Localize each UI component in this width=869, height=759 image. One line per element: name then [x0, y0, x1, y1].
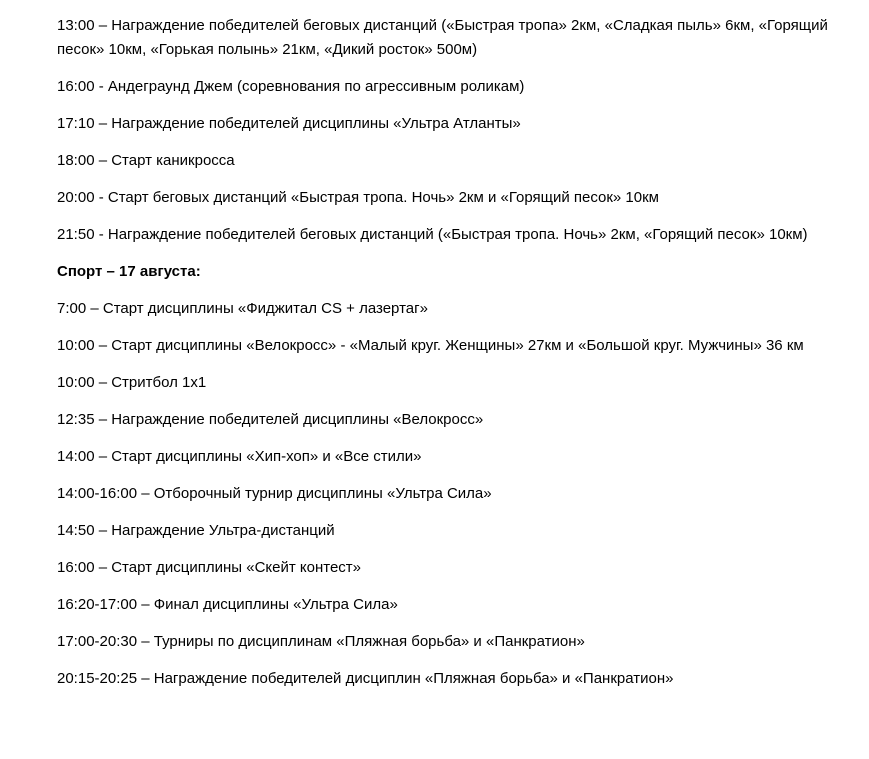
section-heading-sport-august-17: Спорт – 17 августа: — [57, 263, 201, 280]
schedule-item-1000-streetball: 10:00 – Стритбол 1х1 — [57, 374, 207, 391]
schedule-item-1300-awards: 13:00 – Награждение победителей беговых дистанций («Быстрая тропа» 2км, «Сладкая пыль» 6км, «Горящий песок» 10км, «Горькая полынь» 21км, «Дикий росток» 500м) — [57, 17, 828, 58]
schedule-item-1235-awards: 12:35 – Награждение победителей дисциплины «Велокросс» — [57, 411, 484, 428]
document-body — [57, 14, 857, 704]
schedule-item-1700-tournaments: 17:00-20:30 – Турниры по дисциплинам «Пляжная борьба» и «Панкратион» — [57, 633, 585, 650]
schedule-item-2150-awards: 21:50 - Награждение победителей беговых дистанций («Быстрая тропа. Ночь» 2км, «Горящий песок» 10км) — [57, 226, 808, 243]
schedule-item-2000-night-run: 20:00 - Старт беговых дистанций «Быстрая тропа. Ночь» 2км и «Горящий песок» 10км — [57, 189, 659, 206]
schedule-item-1800-canicross: 18:00 – Старт каникросса — [57, 152, 235, 169]
schedule-item-2015-awards: 20:15-20:25 – Награждение победителей дисциплин «Пляжная борьба» и «Панкратион» — [57, 670, 674, 687]
schedule-item-1600-skate: 16:00 – Старт дисциплины «Скейт контест» — [57, 559, 362, 576]
schedule-item-1600-underground-jam: 16:00 - Андеграунд Джем (соревнования по агрессивным роликам) — [57, 78, 525, 95]
schedule-item-1620-final: 16:20-17:00 – Финал дисциплины «Ультра Сила» — [57, 596, 398, 613]
schedule-item-1450-awards: 14:50 – Награждение Ультра-дистанций — [57, 522, 335, 539]
schedule-item-1400-hip-hop: 14:00 – Старт дисциплины «Хип-хоп» и «Все стили» — [57, 448, 422, 465]
schedule-item-1400-qualifier: 14:00-16:00 – Отборочный турнир дисциплины «Ультра Сила» — [57, 485, 492, 502]
schedule-item-1000-velocross: 10:00 – Старт дисциплины «Велокросс» - «Малый круг. Женщины» 27км и «Большой круг. Мужчины» 36 км — [57, 337, 804, 354]
schedule-item-0700-phygital: 7:00 – Старт дисциплины «Фиджитал CS + лазертаг» — [57, 300, 428, 317]
schedule-item-1710-awards: 17:10 – Награждение победителей дисциплины «Ультра Атланты» — [57, 115, 521, 132]
